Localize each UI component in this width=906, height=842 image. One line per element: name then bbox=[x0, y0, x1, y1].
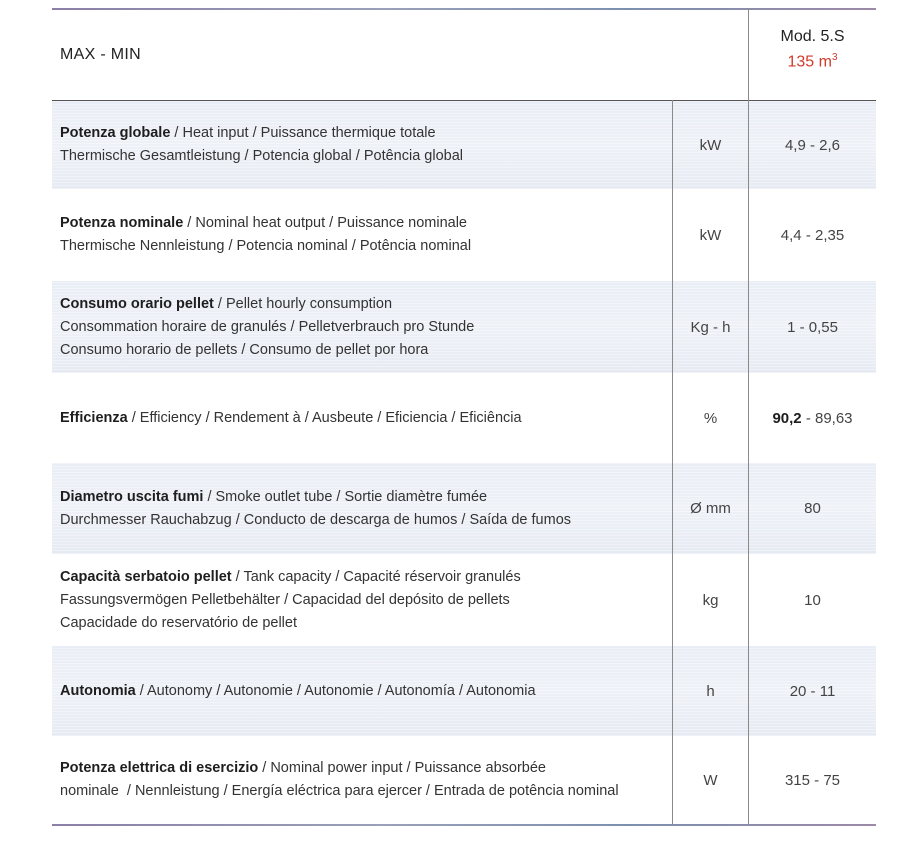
row-description bbox=[60, 281, 670, 373]
spec-row-smoke-outlet bbox=[52, 463, 876, 554]
row-description bbox=[60, 736, 670, 824]
row-title: Autonomia bbox=[60, 682, 136, 699]
bottom-rule bbox=[52, 824, 876, 826]
row-title: Consumo orario pellet bbox=[60, 295, 214, 312]
row-value: 1 - 0,55 bbox=[787, 318, 838, 336]
row-line-1 bbox=[60, 212, 670, 235]
row-line-1 bbox=[60, 407, 670, 430]
row-line-2: Thermische Gesamtleistung / Potencia global / Potência global bbox=[60, 148, 463, 164]
row-description bbox=[60, 373, 670, 463]
row-unit: h bbox=[706, 682, 715, 700]
row-title: Potenza elettrica di esercizio bbox=[60, 760, 259, 776]
row-value: 10 bbox=[804, 591, 821, 609]
row-line-2: Thermische Nennleistung / Potencia nominal / Potência nominal bbox=[60, 238, 472, 254]
column-header-max-min: MAX - MIN bbox=[60, 46, 141, 63]
unit-column-divider bbox=[672, 100, 673, 824]
row-unit: W bbox=[703, 771, 718, 789]
row-value: 80 bbox=[804, 500, 821, 517]
row-unit: kW bbox=[699, 136, 722, 154]
row-title: Efficienza bbox=[60, 409, 128, 426]
row-value bbox=[749, 373, 876, 463]
row-line-3: Capacidade do reservatório de pellet bbox=[60, 614, 297, 631]
row-line-1 bbox=[60, 566, 670, 589]
row-description bbox=[60, 646, 670, 736]
row-title: Diametro uscita fumi bbox=[60, 488, 204, 505]
row-line-2: Durchmesser Rauchabzug / Conducto de descarga de humos / Saída de fumos bbox=[60, 511, 572, 528]
row-unit: kW bbox=[699, 226, 722, 244]
spec-row-tank-capacity bbox=[52, 554, 876, 646]
row-translations: / Heat input / Puissance thermique totale bbox=[170, 125, 436, 141]
model-volume bbox=[749, 52, 876, 71]
row-translations: / Tank capacity / Capacité réservoir granulés bbox=[231, 568, 521, 585]
spec-row-heat-input bbox=[52, 101, 876, 189]
row-value: 4,9 - 2,6 bbox=[784, 136, 841, 154]
spec-row-pellet-consumption bbox=[52, 281, 876, 373]
row-value: 20 - 11 bbox=[789, 682, 836, 700]
row-translations: / Pellet hourly consumption bbox=[213, 295, 393, 312]
row-value-min: - 89,63 bbox=[801, 409, 853, 427]
row-line-1 bbox=[60, 486, 670, 509]
row-translations: / Nominal heat output / Puissance nominale bbox=[183, 215, 468, 231]
row-line-1 bbox=[60, 122, 670, 145]
row-unit: Kg - h bbox=[690, 318, 731, 336]
row-value-max: 90,2 bbox=[772, 409, 802, 427]
row-unit: kg bbox=[702, 591, 719, 609]
row-line-1 bbox=[60, 293, 670, 316]
row-unit: % bbox=[703, 409, 718, 427]
row-line-1 bbox=[60, 757, 670, 780]
row-description bbox=[60, 101, 670, 189]
row-title: Capacità serbatoio pellet bbox=[60, 568, 232, 585]
spec-row-autonomy bbox=[52, 646, 876, 736]
row-translations: / Nominal power input / Puissance absorbée bbox=[258, 760, 546, 776]
row-translations: / Smoke outlet tube / Sortie diamètre fumée bbox=[203, 488, 488, 505]
row-description bbox=[60, 189, 670, 281]
row-description bbox=[60, 554, 670, 646]
top-rule bbox=[52, 8, 876, 10]
row-line-2: Fassungsvermögen Pelletbehälter / Capacidad del depósito de pellets bbox=[60, 591, 510, 608]
row-translations: / Autonomy / Autonomie / Autonomie / Autonomía / Autonomia bbox=[135, 682, 536, 699]
row-description bbox=[60, 463, 670, 554]
spec-row-power-input bbox=[52, 736, 876, 824]
model-volume-exponent: 3 bbox=[831, 52, 838, 63]
spec-row-efficiency bbox=[52, 373, 876, 463]
model-volume-value: 135 m bbox=[787, 53, 832, 71]
row-value: 4,4 - 2,35 bbox=[780, 226, 845, 244]
row-line-2: nominale / Nennleistung / Energía eléctrica para ejercer / Entrada de potência nominal bbox=[60, 783, 619, 799]
model-name: Mod. 5.S bbox=[780, 28, 845, 45]
row-line-3: Consumo horario de pellets / Consumo de pellet por hora bbox=[60, 341, 429, 358]
row-unit: Ø mm bbox=[690, 500, 731, 517]
row-line-2: Consommation horaire de granulés / Pelletverbrauch pro Stunde bbox=[60, 318, 475, 335]
model-header bbox=[749, 28, 876, 71]
row-title: Potenza nominale bbox=[60, 215, 184, 231]
row-title: Potenza globale bbox=[60, 125, 171, 141]
row-translations: / Efficiency / Rendement à / Ausbeute / Eficiencia / Eficiência bbox=[127, 409, 522, 426]
value-column-divider bbox=[748, 8, 749, 824]
spec-row-nominal-output bbox=[52, 189, 876, 281]
row-line-1 bbox=[60, 680, 670, 703]
row-value: 315 - 75 bbox=[784, 771, 841, 789]
